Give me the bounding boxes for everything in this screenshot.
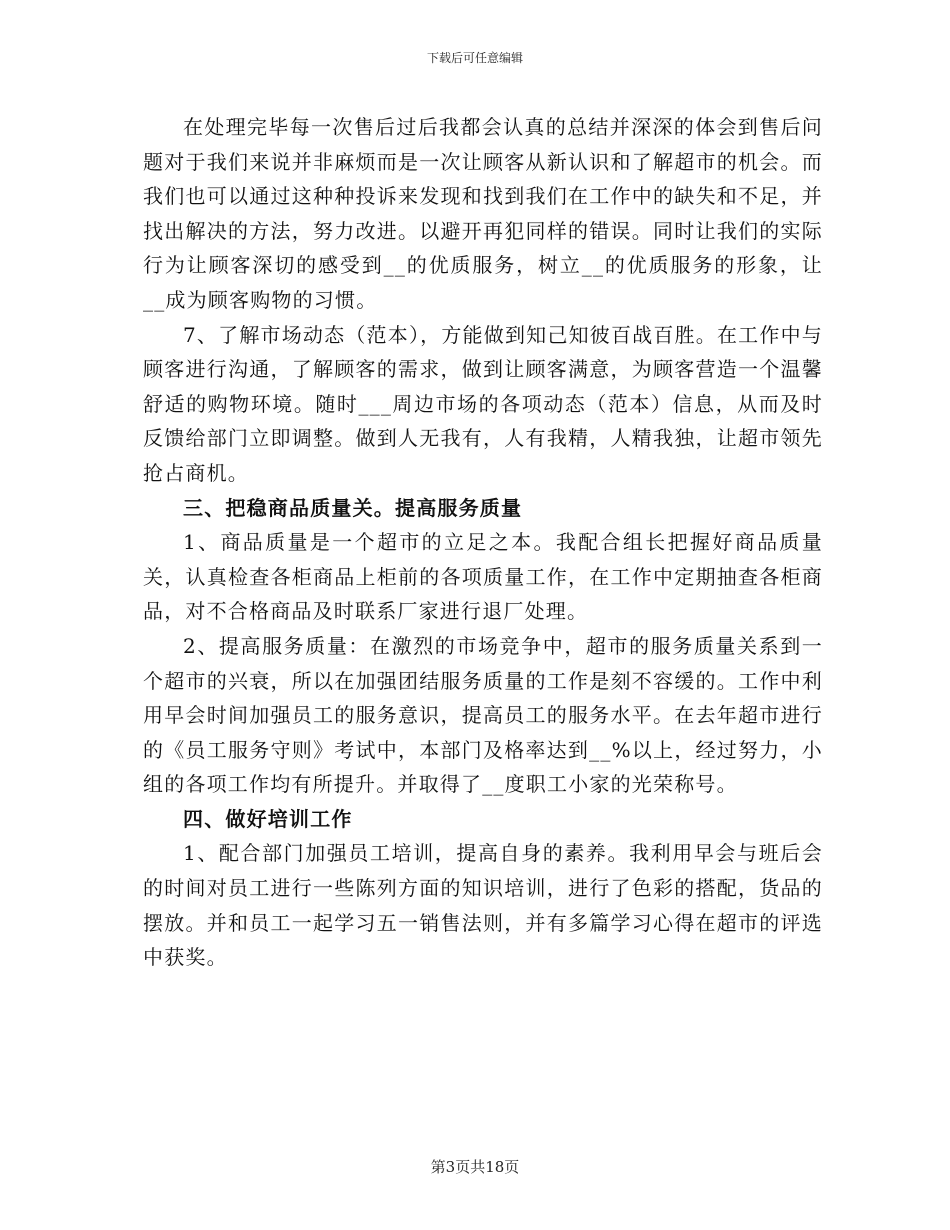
page-footer: 第3页共18页 [430,1158,520,1176]
paragraph-service-quality: 2、提高服务质量：在激烈的市场竞争中，超市的服务质量关系到一个超市的兴衰，所以在加强团结服务质量的工作是刻不容缓的。工作中利用早会时间加强员工的服务意识，提高员工的服务水平。在去年超市进行的《员工服务守则》考试中，本部门及格率达到__%以上，经过努力，小组的各项工作均有所提升。并取得了__度职工小家的光荣称号。 [143,633,823,797]
document-body [143,110,823,975]
paragraph-market-trends: 7、了解市场动态（范本），方能做到知己知彼百战百胜。在工作中与顾客进行沟通，了解顾客的需求，做到让顾客满意，为顾客营造一个温馨舒适的购物环境。随时___周边市场的各项动态（范本）信息，从而及时反馈给部门立即调整。做到人无我有，人有我精，人精我独，让超市领先抢占商机。 [143,322,823,485]
paragraph-staff-training: 1、配合部门加强员工培训，提高自身的素养。我利用早会与班后会的时间对员工进行一些陈列方面的知识培训，进行了色彩的搭配，货品的摆放。并和员工一起学习五一销售法则，并有多篇学习心得在超市的评选中获奖。 [143,841,823,970]
paragraph-after-sales: 在处理完毕每一次售后过后我都会认真的总结并深深的体会到售后问题对于我们来说并非麻烦而是一次让顾客从新认识和了解超市的机会。而我们也可以通过这种种投诉来发现和找到我们在工作中的缺失和不足，并找出解决的方法，努力改进。以避开再犯同样的错误。同时让我们的实际行为让顾客深切的感受到__的优质服务，树立__的优质服务的形象，让__成为顾客购物的习惯。 [143,115,823,312]
page-header: 下载后可任意编辑 [426,51,523,65]
paragraph-product-quality: 1、商品质量是一个超市的立足之本。我配合组长把握好商品质量关，认真检查各柜商品上柜前的各项质量工作，在工作中定期抽查各柜商品，对不合格商品及时联系厂家进行退厂处理。 [143,530,823,624]
section-heading-quality: 三、把稳商品质量关。提高服务质量 [183,495,523,520]
section-heading-training: 四、做好培训工作 [183,806,353,831]
